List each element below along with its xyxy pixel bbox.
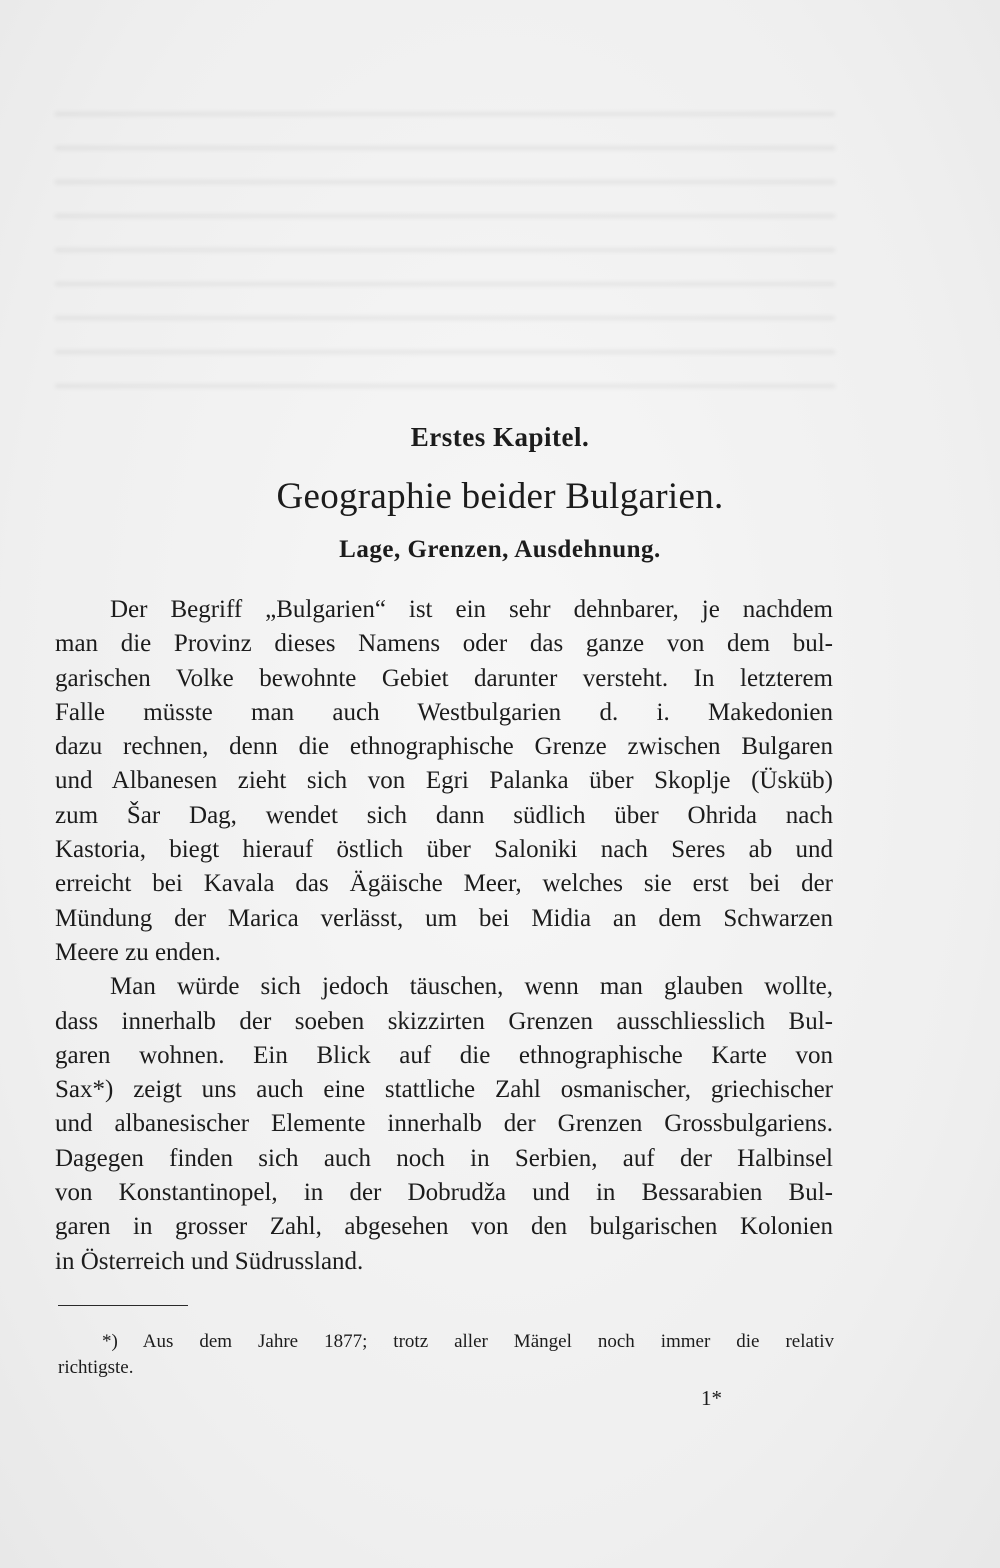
footnote-line: richtigste. — [58, 1357, 134, 1378]
text-line: Man würde sich jedoch täuschen, wenn man glauben wollte, — [110, 973, 833, 1001]
text-line: man die Provinz dieses Namens oder das ganze von dem bul- — [55, 630, 833, 658]
text-line: Falle müsste man auch Westbulgarien d. i. Makedonien — [55, 698, 833, 726]
body-text — [55, 593, 833, 1279]
text-line: Der Begriff „Bulgarien“ ist ein sehr dehnbarer, je nachdem — [110, 596, 833, 623]
text-line: dazu rechnen, denn die ethnographische Grenze zwischen Bulgaren — [55, 733, 833, 761]
text-line: und albanesischer Elemente innerhalb der Grenzen Grossbulgariens. — [55, 1110, 833, 1138]
text-line: garen wohnen. Ein Blick auf die ethnographische Karte von — [55, 1041, 833, 1069]
chapter-heading: Erstes Kapitel. — [410, 422, 590, 452]
footnote-line: *) Aus dem Jahre 1877; trotz aller Mängel noch immer die relativ — [102, 1331, 834, 1352]
section-subtitle: Lage, Grenzen, Ausdehnung. — [339, 536, 661, 563]
text-line: zum Šar Dag, wendet sich dann südlich über Ohrida nach — [55, 801, 833, 829]
signature-mark: 1* — [701, 1386, 722, 1410]
bleed-through-shadow — [55, 90, 835, 390]
text-line: von Konstantinopel, in der Dobrudža und in Bessarabien Bul- — [55, 1179, 833, 1207]
text-line: in Österreich und Südrussland. — [55, 1247, 364, 1275]
footnote-rule — [58, 1305, 188, 1306]
text-line: Meere zu enden. — [55, 938, 221, 966]
text-line: dass innerhalb der soeben skizzirten Grenzen ausschliesslich Bul- — [55, 1007, 833, 1035]
footnote — [58, 1329, 834, 1381]
text-line: Kastoria, biegt hierauf östlich über Saloniki nach Seres ab und — [55, 836, 833, 864]
chapter-title: Geographie beider Bulgarien. — [276, 476, 724, 517]
text-line: Mündung der Marica verlässt, um bei Midia an dem Schwarzen — [55, 904, 833, 932]
text-line: und Albanesen zieht sich von Egri Palanka über Skoplje (Üsküb) — [55, 767, 833, 795]
text-line: Dagegen finden sich auch noch in Serbien, auf der Halbinsel — [55, 1144, 833, 1172]
text-line: garischen Volke bewohnte Gebiet darunter versteht. In letzterem — [55, 664, 833, 692]
text-line: erreicht bei Kavala das Ägäische Meer, welches sie erst bei der — [55, 870, 833, 898]
text-line: Sax*) zeigt uns auch eine stattliche Zahl osmanischer, griechischer — [55, 1076, 833, 1104]
text-line: garen in grosser Zahl, abgesehen von den bulgarischen Kolonien — [55, 1213, 833, 1241]
